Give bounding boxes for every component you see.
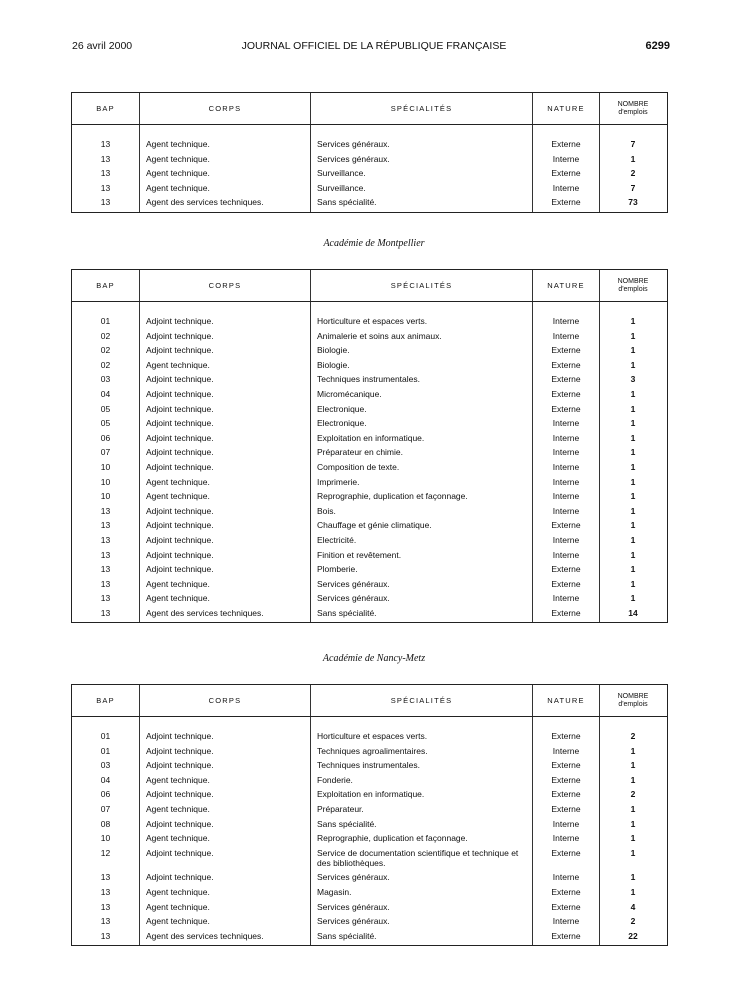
cell-bap: 08 — [72, 817, 140, 832]
cell-nombre: 1 — [630, 847, 636, 858]
table-row — [72, 489, 667, 504]
table-row — [72, 152, 667, 167]
cell-nombre: 1 — [630, 593, 636, 604]
cell-corps: Agent des services techniques. — [140, 195, 311, 210]
header-date: 26 avril 2000 — [72, 40, 133, 52]
cell-specialite: Surveillance. — [311, 166, 533, 181]
cell-nombre: 1 — [630, 760, 636, 771]
column-header-nombre-line1: NOMBRE — [617, 101, 649, 108]
cell-corps: Adjoint technique. — [140, 846, 311, 871]
column-header-nombre-line1: NOMBRE — [617, 693, 649, 700]
header-title: JOURNAL OFFICIEL DE LA RÉPUBLIQUE FRANÇAISE — [241, 40, 507, 52]
cell-bap: 13 — [72, 914, 140, 929]
table-row — [72, 548, 667, 563]
cell-specialite: Exploitation en informatique. — [311, 431, 533, 446]
cell-nature: Interne — [533, 831, 600, 846]
cell-specialite: Animalerie et soins aux animaux. — [311, 329, 533, 344]
table-section-1 — [71, 92, 668, 213]
cell-nombre: 73 — [628, 197, 638, 208]
cell-corps: Adjoint technique. — [140, 372, 311, 387]
cell-specialite: Electronique. — [311, 402, 533, 417]
cell-nombre: 1 — [630, 534, 636, 545]
cell-nature: Interne — [533, 533, 600, 548]
cell-bap: 13 — [72, 152, 140, 167]
table-header-row — [72, 685, 667, 717]
column-header-corps: CORPS — [140, 93, 311, 124]
table-row — [72, 533, 667, 548]
cell-nombre: 1 — [630, 520, 636, 531]
cell-nombre: 1 — [630, 153, 636, 164]
column-header-corps: CORPS — [140, 685, 311, 716]
table-row — [72, 729, 667, 744]
cell-specialite: Imprimerie. — [311, 475, 533, 490]
cell-corps: Adjoint technique. — [140, 460, 311, 475]
cell-nature: Interne — [533, 416, 600, 431]
cell-nombre: 1 — [630, 564, 636, 575]
cell-corps: Adjoint technique. — [140, 402, 311, 417]
cell-specialite: Services généraux. — [311, 152, 533, 167]
cell-nature: Interne — [533, 460, 600, 475]
cell-bap: 13 — [72, 870, 140, 885]
cell-corps: Agent technique. — [140, 358, 311, 373]
cell-nature: Externe — [533, 787, 600, 802]
cell-bap: 13 — [72, 137, 140, 152]
table-row — [72, 343, 667, 358]
cell-bap: 13 — [72, 900, 140, 915]
cell-bap: 13 — [72, 166, 140, 181]
cell-specialite: Exploitation en informatique. — [311, 787, 533, 802]
table-row — [72, 900, 667, 915]
table-header-row — [72, 93, 667, 125]
cell-nombre: 1 — [630, 505, 636, 516]
cell-bap: 01 — [72, 729, 140, 744]
section-heading-nancy-metz: Académie de Nancy-Metz — [322, 653, 426, 664]
cell-corps: Adjoint technique. — [140, 729, 311, 744]
cell-nature: Interne — [533, 914, 600, 929]
cell-nombre: 1 — [630, 403, 636, 414]
cell-specialite: Electricité. — [311, 533, 533, 548]
cell-nature: Interne — [533, 475, 600, 490]
cell-specialite: Chauffage et génie climatique. — [311, 518, 533, 533]
cell-nombre: 1 — [630, 461, 636, 472]
cell-nature: Externe — [533, 372, 600, 387]
cell-bap: 13 — [72, 504, 140, 519]
cell-bap: 10 — [72, 831, 140, 846]
table-row — [72, 606, 667, 621]
column-header-bap: BAP — [72, 685, 140, 716]
cell-bap: 13 — [72, 885, 140, 900]
cell-bap: 05 — [72, 402, 140, 417]
cell-corps: Adjoint technique. — [140, 416, 311, 431]
cell-nature: Interne — [533, 314, 600, 329]
table-row — [72, 802, 667, 817]
column-header-nombre — [600, 685, 666, 716]
cell-nombre: 14 — [628, 607, 638, 618]
cell-bap: 06 — [72, 787, 140, 802]
cell-specialite: Fonderie. — [311, 773, 533, 788]
table-row — [72, 387, 667, 402]
table-section-montpellier — [71, 269, 668, 623]
cell-corps: Agent technique. — [140, 475, 311, 490]
cell-bap: 05 — [72, 416, 140, 431]
cell-nature: Externe — [533, 758, 600, 773]
cell-nombre: 1 — [630, 578, 636, 589]
cell-corps: Adjoint technique. — [140, 562, 311, 577]
table-row — [72, 885, 667, 900]
cell-corps: Agent technique. — [140, 831, 311, 846]
cell-corps: Adjoint technique. — [140, 314, 311, 329]
table-row — [72, 744, 667, 759]
column-header-nature: NATURE — [533, 685, 600, 716]
table-row — [72, 166, 667, 181]
cell-nombre: 1 — [630, 388, 636, 399]
cell-nature: Externe — [533, 885, 600, 900]
cell-corps: Adjoint technique. — [140, 817, 311, 832]
cell-corps: Agent des services techniques. — [140, 606, 311, 621]
table-section-nancy-metz — [71, 684, 668, 946]
table-row — [72, 314, 667, 329]
cell-bap: 13 — [72, 606, 140, 621]
cell-nature: Externe — [533, 518, 600, 533]
table-row — [72, 817, 667, 832]
cell-specialite: Bois. — [311, 504, 533, 519]
cell-nombre: 1 — [630, 491, 636, 502]
cell-nombre: 2 — [630, 168, 636, 179]
cell-specialite: Techniques instrumentales. — [311, 758, 533, 773]
cell-nature: Externe — [533, 402, 600, 417]
cell-corps: Adjoint technique. — [140, 787, 311, 802]
header-page-number: 6299 — [645, 40, 670, 52]
cell-bap: 10 — [72, 460, 140, 475]
table-row — [72, 773, 667, 788]
cell-nature: Externe — [533, 900, 600, 915]
cell-specialite: Préparateur. — [311, 802, 533, 817]
cell-nature: Externe — [533, 562, 600, 577]
table-row — [72, 591, 667, 606]
cell-specialite: Biologie. — [311, 358, 533, 373]
table-row — [72, 831, 667, 846]
cell-nature: Interne — [533, 152, 600, 167]
cell-specialite: Biologie. — [311, 343, 533, 358]
cell-nature: Interne — [533, 431, 600, 446]
cell-nature: Externe — [533, 929, 600, 944]
cell-specialite: Horticulture et espaces verts. — [311, 729, 533, 744]
cell-nombre: 1 — [630, 818, 636, 829]
cell-bap: 13 — [72, 195, 140, 210]
cell-specialite: Services généraux. — [311, 577, 533, 592]
cell-nombre: 3 — [630, 374, 636, 385]
column-header-bap: BAP — [72, 270, 140, 301]
table-row — [72, 402, 667, 417]
column-header-nombre-line1: NOMBRE — [617, 278, 649, 285]
cell-nature: Externe — [533, 846, 600, 871]
cell-nombre: 1 — [630, 872, 636, 883]
cell-corps: Agent technique. — [140, 181, 311, 196]
cell-corps: Adjoint technique. — [140, 533, 311, 548]
cell-bap: 07 — [72, 445, 140, 460]
cell-nombre: 1 — [630, 774, 636, 785]
cell-nombre: 1 — [630, 886, 636, 897]
cell-nature: Interne — [533, 329, 600, 344]
cell-corps: Agent technique. — [140, 137, 311, 152]
table-row — [72, 914, 667, 929]
cell-nombre: 1 — [630, 549, 636, 560]
table-row — [72, 475, 667, 490]
cell-corps: Agent technique. — [140, 802, 311, 817]
cell-bap: 13 — [72, 929, 140, 944]
table-row — [72, 431, 667, 446]
cell-corps: Agent des services techniques. — [140, 929, 311, 944]
cell-corps: Adjoint technique. — [140, 343, 311, 358]
cell-corps: Adjoint technique. — [140, 329, 311, 344]
cell-bap: 13 — [72, 181, 140, 196]
cell-nature: Interne — [533, 744, 600, 759]
cell-bap: 02 — [72, 343, 140, 358]
cell-bap: 12 — [72, 846, 140, 871]
cell-nature: Externe — [533, 343, 600, 358]
cell-corps: Agent technique. — [140, 489, 311, 504]
cell-bap: 13 — [72, 533, 140, 548]
cell-bap: 13 — [72, 518, 140, 533]
table-row — [72, 758, 667, 773]
cell-specialite: Composition de texte. — [311, 460, 533, 475]
column-header-bap: BAP — [72, 93, 140, 124]
cell-nombre: 7 — [630, 182, 636, 193]
cell-nombre: 4 — [630, 901, 636, 912]
column-header-nature: NATURE — [533, 93, 600, 124]
cell-bap: 04 — [72, 773, 140, 788]
column-header-specialites: SPÉCIALITÉS — [311, 685, 533, 716]
cell-nature: Interne — [533, 445, 600, 460]
cell-specialite: Services généraux. — [311, 870, 533, 885]
table-row — [72, 518, 667, 533]
cell-bap: 13 — [72, 591, 140, 606]
column-header-nature: NATURE — [533, 270, 600, 301]
cell-bap: 01 — [72, 744, 140, 759]
cell-corps: Adjoint technique. — [140, 445, 311, 460]
table-row — [72, 846, 667, 871]
cell-specialite: Préparateur en chimie. — [311, 445, 533, 460]
cell-bap: 04 — [72, 387, 140, 402]
table-header-row — [72, 270, 667, 302]
cell-corps: Agent technique. — [140, 914, 311, 929]
column-header-specialites: SPÉCIALITÉS — [311, 93, 533, 124]
cell-specialite: Techniques agroalimentaires. — [311, 744, 533, 759]
cell-nature: Externe — [533, 387, 600, 402]
cell-specialite: Reprographie, duplication et façonnage. — [311, 831, 533, 846]
table-row — [72, 137, 667, 152]
cell-specialite: Sans spécialité. — [311, 929, 533, 944]
table-row — [72, 504, 667, 519]
cell-corps: Adjoint technique. — [140, 431, 311, 446]
table-row — [72, 460, 667, 475]
table-row — [72, 870, 667, 885]
table-row — [72, 416, 667, 431]
column-header-nombre — [600, 270, 666, 301]
cell-nombre: 1 — [630, 745, 636, 756]
cell-nombre: 2 — [630, 731, 636, 741]
cell-nombre: 1 — [630, 833, 636, 844]
cell-specialite: Services généraux. — [311, 914, 533, 929]
cell-nature: Interne — [533, 870, 600, 885]
cell-nature: Externe — [533, 195, 600, 210]
cell-specialite: Plomberie. — [311, 562, 533, 577]
cell-nombre: 7 — [630, 139, 636, 149]
table-row — [72, 329, 667, 344]
cell-bap: 01 — [72, 314, 140, 329]
cell-corps: Adjoint technique. — [140, 870, 311, 885]
cell-specialite: Services généraux. — [311, 591, 533, 606]
cell-corps: Agent technique. — [140, 885, 311, 900]
cell-nombre: 1 — [630, 330, 636, 341]
cell-bap: 07 — [72, 802, 140, 817]
cell-nombre: 1 — [630, 432, 636, 443]
cell-specialite: Sans spécialité. — [311, 606, 533, 621]
cell-specialite: Surveillance. — [311, 181, 533, 196]
cell-nature: Externe — [533, 802, 600, 817]
cell-bap: 06 — [72, 431, 140, 446]
column-header-specialites: SPÉCIALITÉS — [311, 270, 533, 301]
column-header-nombre-line2: d'emplois — [618, 108, 648, 116]
cell-bap: 10 — [72, 489, 140, 504]
table-row — [72, 445, 667, 460]
cell-nature: Interne — [533, 504, 600, 519]
cell-nature: Interne — [533, 591, 600, 606]
cell-corps: Agent technique. — [140, 591, 311, 606]
column-header-nombre-line2: d'emplois — [618, 700, 648, 708]
cell-nature: Externe — [533, 166, 600, 181]
cell-corps: Adjoint technique. — [140, 504, 311, 519]
table-row — [72, 929, 667, 944]
cell-specialite: Service de documentation scientifique et technique et des bibliothèques. — [311, 846, 533, 871]
cell-nature: Interne — [533, 817, 600, 832]
cell-nombre: 1 — [630, 345, 636, 356]
cell-corps: Adjoint technique. — [140, 744, 311, 759]
table-row — [72, 577, 667, 592]
cell-nature: Externe — [533, 577, 600, 592]
cell-bap: 03 — [72, 372, 140, 387]
cell-corps: Agent technique. — [140, 166, 311, 181]
cell-nature: Interne — [533, 548, 600, 563]
cell-bap: 13 — [72, 577, 140, 592]
cell-nombre: 2 — [630, 916, 636, 927]
column-header-nombre — [600, 93, 666, 124]
cell-nature: Externe — [533, 773, 600, 788]
cell-corps: Adjoint technique. — [140, 758, 311, 773]
cell-bap: 02 — [72, 358, 140, 373]
cell-specialite: Finition et revêtement. — [311, 548, 533, 563]
cell-specialite: Services généraux. — [311, 137, 533, 152]
cell-nombre: 1 — [630, 447, 636, 458]
table-row — [72, 372, 667, 387]
cell-nature: Externe — [533, 606, 600, 621]
cell-nombre: 1 — [630, 316, 636, 326]
cell-nature: Interne — [533, 489, 600, 504]
cell-specialite: Micromécanique. — [311, 387, 533, 402]
cell-corps: Adjoint technique. — [140, 387, 311, 402]
cell-specialite: Electronique. — [311, 416, 533, 431]
cell-corps: Adjoint technique. — [140, 548, 311, 563]
cell-bap: 13 — [72, 562, 140, 577]
cell-specialite: Sans spécialité. — [311, 817, 533, 832]
cell-specialite: Magasin. — [311, 885, 533, 900]
cell-corps: Agent technique. — [140, 900, 311, 915]
cell-nature: Externe — [533, 729, 600, 744]
cell-specialite: Sans spécialité. — [311, 195, 533, 210]
cell-corps: Agent technique. — [140, 152, 311, 167]
table-row — [72, 787, 667, 802]
section-heading-montpellier: Académie de Montpellier — [323, 238, 425, 249]
cell-specialite: Horticulture et espaces verts. — [311, 314, 533, 329]
cell-nombre: 1 — [630, 359, 636, 370]
cell-specialite: Reprographie, duplication et façonnage. — [311, 489, 533, 504]
cell-bap: 02 — [72, 329, 140, 344]
cell-bap: 10 — [72, 475, 140, 490]
cell-nature: Externe — [533, 137, 600, 152]
cell-nombre: 2 — [630, 789, 636, 800]
cell-nature: Interne — [533, 181, 600, 196]
cell-bap: 13 — [72, 548, 140, 563]
cell-nombre: 1 — [630, 803, 636, 814]
table-row — [72, 181, 667, 196]
cell-nombre: 1 — [630, 476, 636, 487]
cell-corps: Agent technique. — [140, 577, 311, 592]
table-row — [72, 358, 667, 373]
table-row — [72, 562, 667, 577]
table-row — [72, 195, 667, 210]
cell-corps: Adjoint technique. — [140, 518, 311, 533]
cell-bap: 03 — [72, 758, 140, 773]
column-header-nombre-line2: d'emplois — [618, 285, 648, 293]
cell-corps: Agent technique. — [140, 773, 311, 788]
cell-nombre: 22 — [628, 930, 638, 941]
column-header-corps: CORPS — [140, 270, 311, 301]
cell-specialite: Techniques instrumentales. — [311, 372, 533, 387]
cell-specialite: Services généraux. — [311, 900, 533, 915]
cell-nombre: 1 — [630, 418, 636, 429]
cell-nature: Externe — [533, 358, 600, 373]
